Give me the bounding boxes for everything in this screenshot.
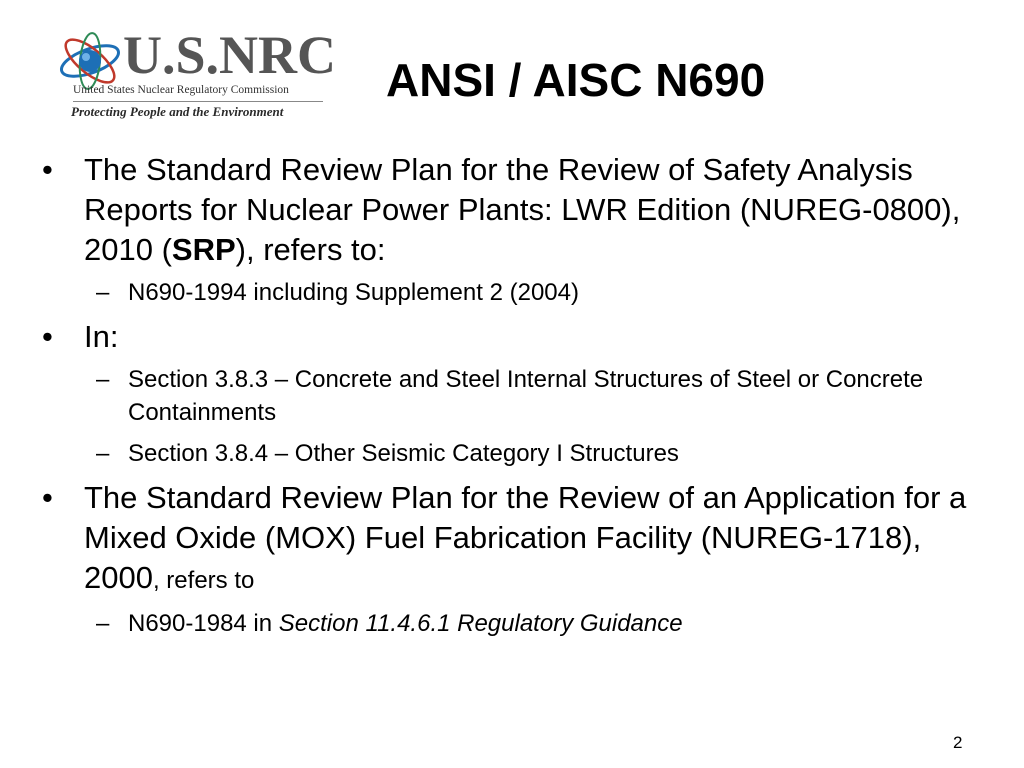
- sub-bullet-2-2: [40, 437, 990, 470]
- sub-bullet-text: Section 3.8.3 – Concrete and Steel Internal Structures of Steel or Concrete Containments: [128, 366, 924, 426]
- bullet-2-text: In:: [84, 319, 119, 354]
- bullet-item-1: [40, 150, 990, 270]
- page-number: 2: [953, 733, 963, 752]
- sub-bullet-3-1: [40, 607, 990, 640]
- logo-tagline: Protecting People and the Environment: [71, 104, 284, 119]
- bullet-3-text: The Standard Review Plan for the Review of an Application for a Mixed Oxide (MOX) Fuel Fabrication Facility (NUREG-1718), 2000: [84, 480, 967, 595]
- dash-marker: –: [96, 610, 110, 637]
- logo-brand-text: U.S.NRC: [123, 25, 337, 85]
- logo-subtitle: United States Nuclear Regulatory Commission: [73, 84, 289, 96]
- bullet-item-2: [40, 317, 990, 357]
- sub-bullet-text: N690-1984 in: [128, 610, 279, 637]
- logo-divider: [73, 101, 323, 102]
- bullet-3-small-text: , refers to: [152, 567, 255, 594]
- dash-marker: –: [96, 440, 110, 467]
- sub-bullet-text: Section 3.8.4 – Other Seismic Category I Structures: [128, 440, 679, 467]
- sub-bullet-1-1: [40, 276, 990, 309]
- dash-marker: –: [96, 279, 110, 306]
- bullet-marker: •: [42, 319, 53, 354]
- slide-title: ANSI / AISC N690: [386, 54, 766, 106]
- bullet-item-3: [40, 478, 990, 601]
- bullet-1-text-b: ), refers to:: [235, 232, 386, 267]
- bullet-marker: •: [42, 480, 53, 515]
- sub-bullet-2-1: [40, 363, 990, 429]
- sub-bullet-text: N690-1994 including Supplement 2 (2004): [128, 279, 579, 306]
- slide-body: [40, 150, 990, 648]
- bullet-1-bold: SRP: [171, 232, 236, 267]
- bullet-1-text-a: The Standard Review Plan for the Review of Safety Analysis Reports for Nuclear Power Plants: LWR Edition (NUREG-0800), 2010 (: [84, 152, 961, 267]
- dash-marker: –: [96, 366, 110, 393]
- nrc-logo: [55, 18, 337, 123]
- bullet-marker: •: [42, 152, 53, 187]
- sub-bullet-italic-text: Section 11.4.6.1 Regulatory Guidance: [278, 610, 683, 637]
